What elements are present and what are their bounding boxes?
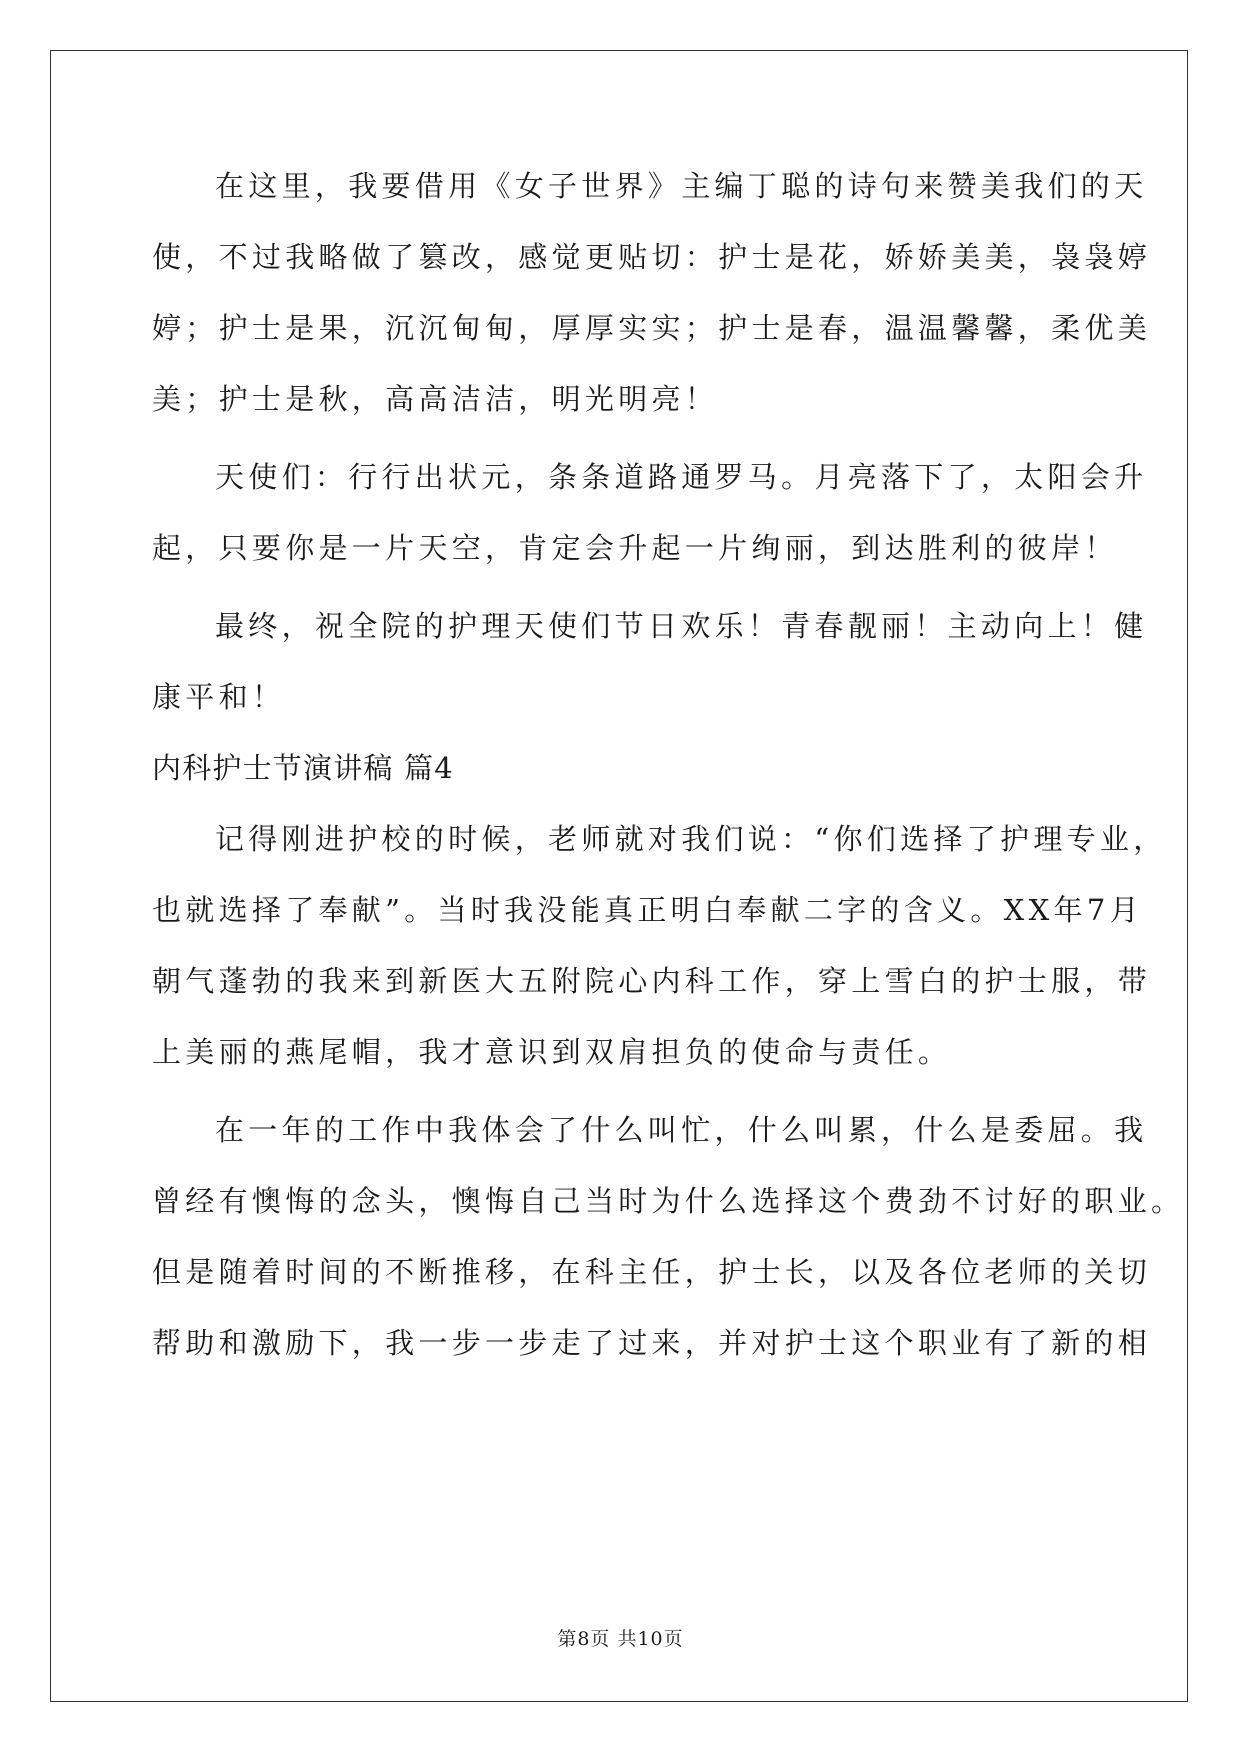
text-line: 帮助和激励下，我一步一步走了过来，并对护士这个职业有了新的相 — [152, 1326, 1152, 1360]
text-line: 上美丽的燕尾帽，我才意识到双肩担负的使命与责任。 — [152, 1035, 952, 1069]
text-line: 婷；护士是果，沉沉甸甸，厚厚实实；护士是春，温温馨馨，柔优美 — [152, 311, 1152, 345]
text-line: 朝气蓬勃的我来到新医大五附院心内科工作，穿上雪白的护士服，带 — [152, 964, 1152, 998]
page-border — [50, 50, 1188, 1702]
text-line: 曾经有懊悔的念头，懊悔自己当时为什么选择这个费劲不讨好的职业。 — [152, 1184, 1185, 1218]
text-line: 记得刚进护校的时候，老师就对我们说：“你们选择了护理专业， — [215, 822, 1167, 856]
text-line: 美；护士是秋，高高洁洁，明光明亮！ — [152, 382, 719, 416]
text-line: 起，只要你是一片天空，肯定会升起一片绚丽，到达胜利的彼岸！ — [152, 531, 1118, 565]
page-number: 第8页 共10页 — [557, 1628, 684, 1650]
text-line: 也就选择了奉献”。当时我没能真正明白奉献二字的含义。XX年7月 — [152, 893, 1143, 927]
text-line: 康平和！ — [152, 680, 286, 714]
text-line: 在一年的工作中我体会了什么叫忙，什么叫累，什么是委屈。我 — [215, 1113, 1148, 1147]
text-line: 使，不过我略做了篡改，感觉更贴切：护士是花，娇娇美美，袅袅婷 — [152, 240, 1152, 274]
text-line: 但是随着时间的不断推移，在科主任，护士长，以及各位老师的关切 — [152, 1255, 1152, 1289]
text-line: 在这里，我要借用《女子世界》主编丁聪的诗句来赞美我们的天 — [215, 169, 1148, 203]
text-line: 最终，祝全院的护理天使们节日欢乐！青春靓丽！主动向上！健 — [215, 609, 1148, 643]
section-heading: 内科护士节演讲稿 篇4 — [152, 751, 454, 785]
text-line: 天使们：行行出状元，条条道路通罗马。月亮落下了，太阳会升 — [215, 460, 1148, 494]
